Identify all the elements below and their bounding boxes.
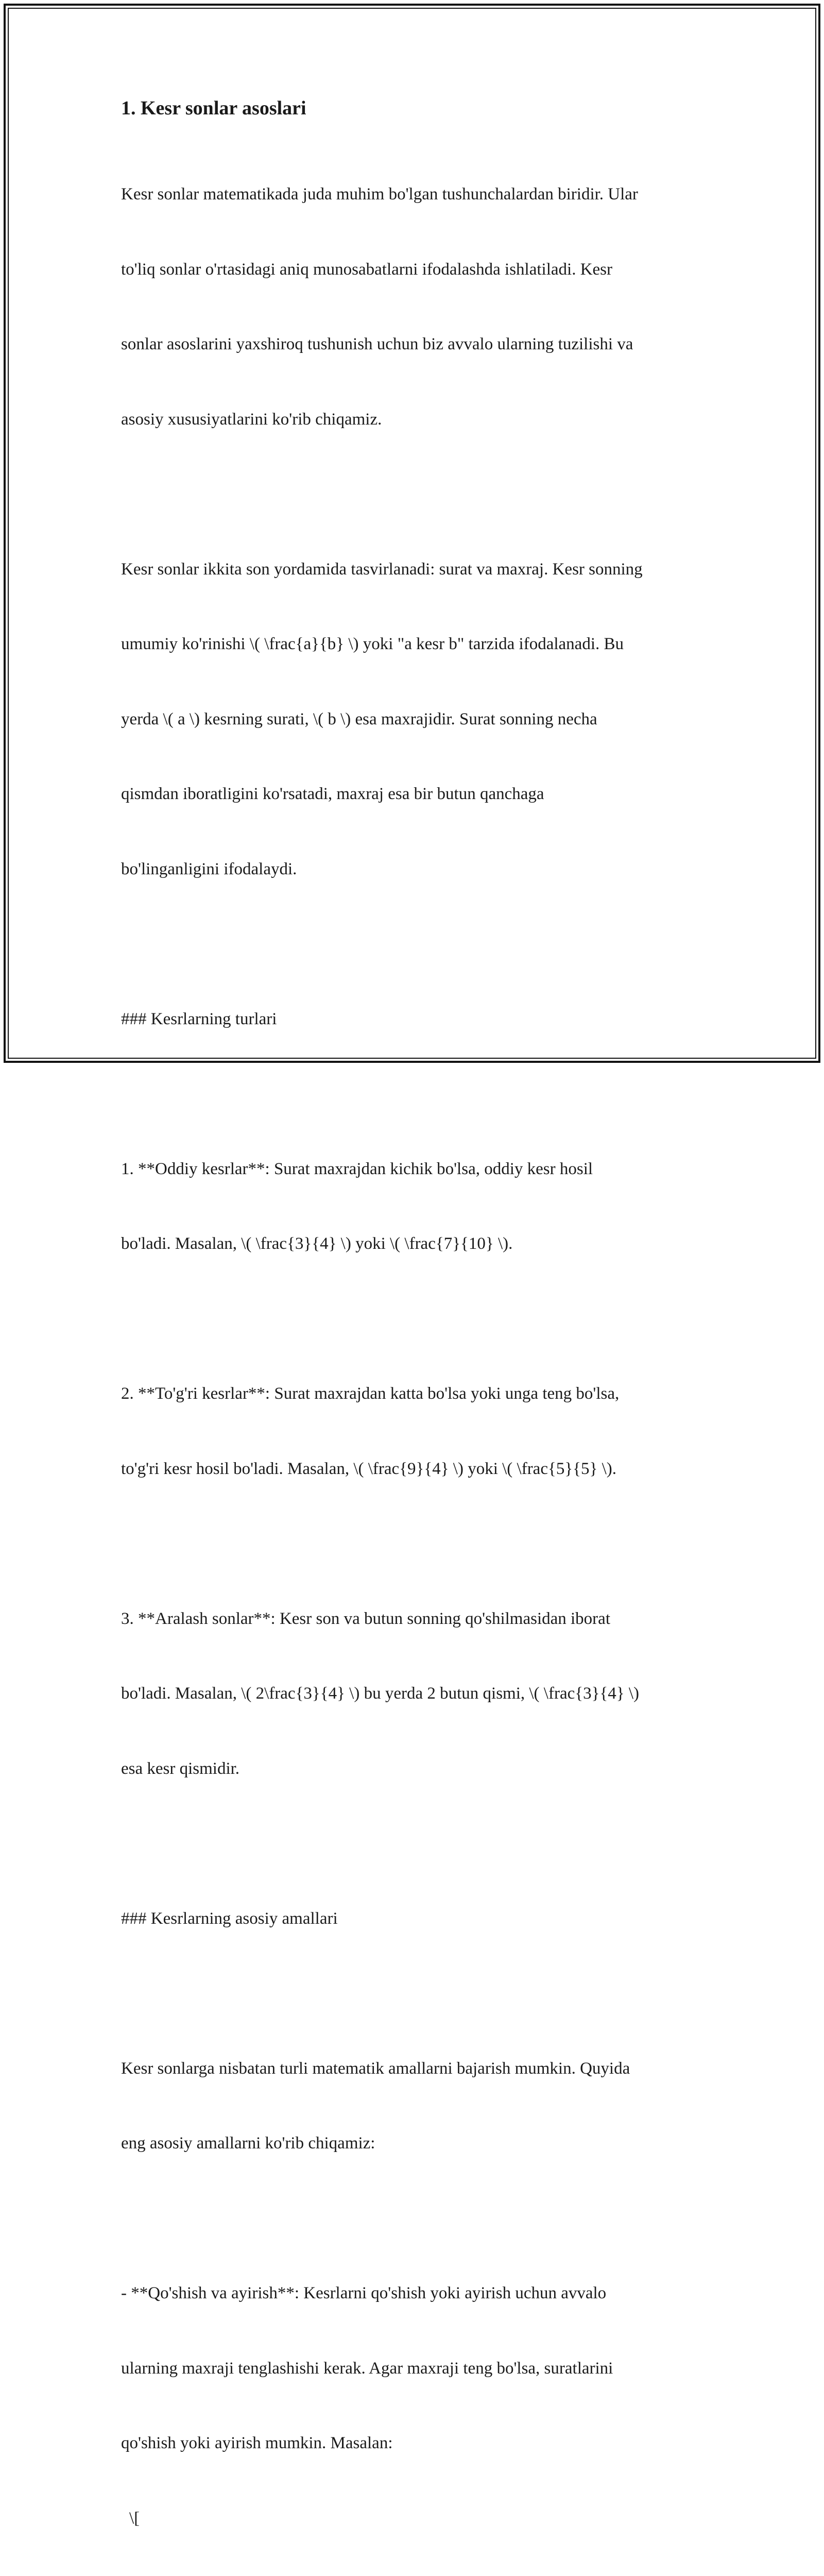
text-line: esa kesr qismidir. [121,1759,240,1778]
text-line: asosiy xususiyatlarini ko'rib chiqamiz. [121,410,382,429]
paragraph-intro [121,132,708,482]
list-item-proper-fractions [121,1331,708,1531]
text-line: 3. **Aralash sonlar**: Kesr son va butun sonning qo'shilmasidan iborat [121,1609,610,1628]
text-line: yerda \( a \) kesrning surati, \( b \) esa maxrajidir. Surat sonning necha [121,709,597,728]
text-line: qismdan iboratligini ko'rsatadi, maxraj esa bir butun qanchaga [121,785,544,803]
paragraph-definition [121,507,708,932]
text-line: eng asosiy amallarni ko'rib chiqamiz: [121,2134,375,2153]
text-line: Kesr sonlarga nisbatan turli matematik amallarni bajarish mumkin. Quyida [121,2059,630,2078]
text-line: bo'linganligini ifodalaydi. [121,859,297,878]
text-line: ### Kesrlarning turlari [121,1009,277,1028]
text-line: bo'ladi. Masalan, \( 2\frac{3}{4} \) bu yerda 2 butun qismi, \( \frac{3}{4} \) [121,1684,640,1703]
section-heading: 1. Kesr sonlar asoslari [121,97,306,119]
list-item-addition-subtraction [121,2231,708,2576]
list-item-simple-fractions [121,1107,708,1307]
text-line: Kesr sonlar matematikada juda muhim bo'lgan tushunchalardan biridir. Ular [121,185,638,204]
text-line: - **Qo'shish va ayirish**: Kesrlarni qo'shish yoki ayirish uchun avvalo [121,2284,607,2302]
text-line: to'liq sonlar o'rtasidagi aniq munosabatlarni ifodalashda ishlatiladi. Kesr [121,260,613,279]
text-line: bo'ladi. Masalan, \( \frac{3}{4} \) yoki \( \frac{7}{10} \). [121,1234,513,1253]
paragraph-operations-intro [121,2006,708,2206]
text-line: ularning maxraji tenglashishi kerak. Agar maxraji teng bo'lsa, suratlarini [121,2359,613,2378]
text-line: sonlar asoslarini yaxshiroq tushunish uchun biz avvalo ularning tuzilishi va [121,335,633,353]
text-line: to'g'ri kesr hosil bo'ladi. Masalan, \( \frac{9}{4} \) yoki \( \frac{5}{5} \). [121,1459,616,1478]
text-line: ### Kesrlarning asosiy amallari [121,1909,338,1928]
text-line: 2. **To'g'ri kesrlar**: Surat maxrajdan katta bo'lsa yoki unga teng bo'lsa, [121,1384,620,1403]
math-line: \[ [129,2509,140,2528]
text-line: qo'shish yoki ayirish mumkin. Masalan: [121,2434,393,2452]
text-line: 1. **Oddiy kesrlar**: Surat maxrajdan kichik bo'lsa, oddiy kesr hosil [121,1159,593,1178]
text-line: Kesr sonlar ikkita son yordamida tasvirlanadi: surat va maxraj. Kesr sonning [121,560,643,579]
subheading-types [121,957,708,1082]
text-line: umumiy ko'rinishi \( \frac{a}{b} \) yoki "a kesr b" tarzida ifodalanadi. Bu [121,635,624,653]
list-item-mixed-numbers [121,1556,708,1832]
subheading-operations [121,1856,708,1981]
document-body [121,96,708,2576]
